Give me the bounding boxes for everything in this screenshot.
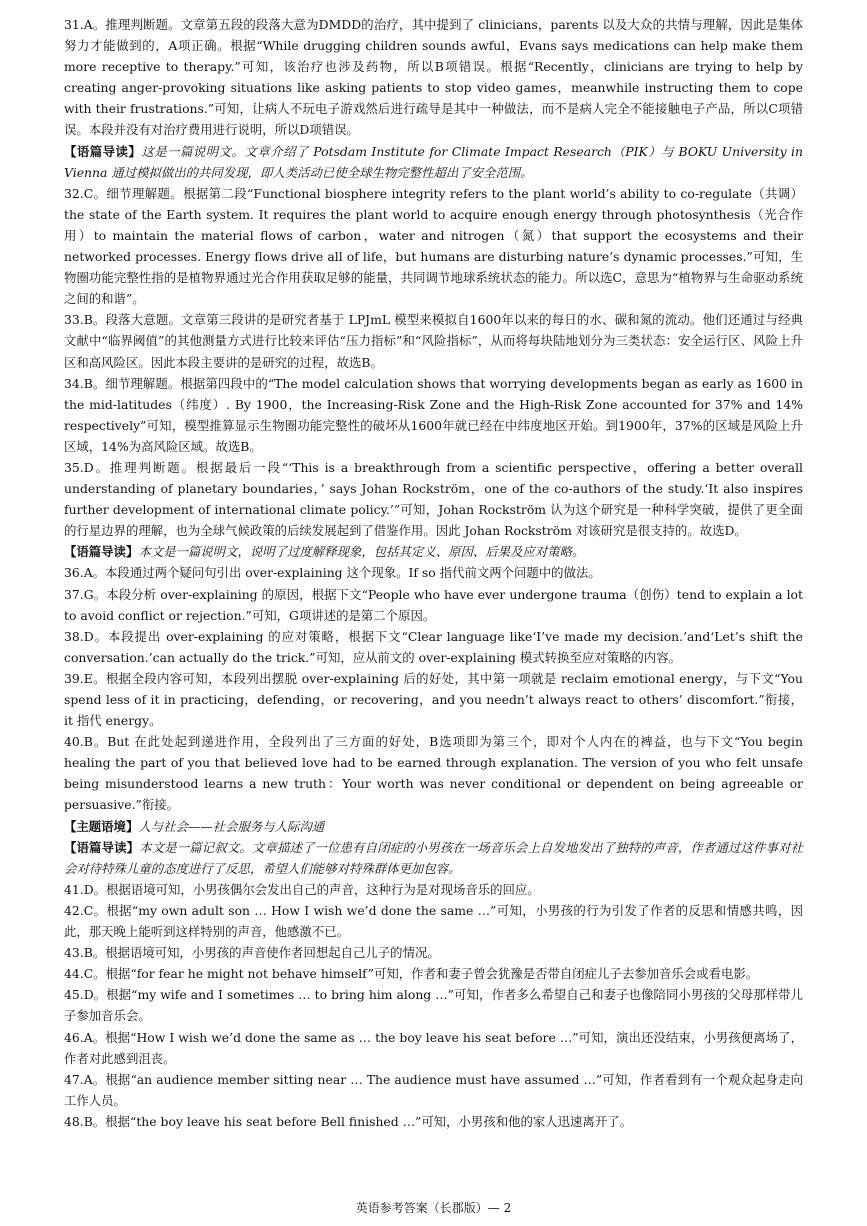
answer-item: 43.B。根据语境可知，小男孩的声音使作者回想起自己儿子的情况。: [64, 945, 440, 961]
answer-item: 45.D。根据“my wife and I sometimes … to bring him along …”可知，作者多么希望自己和妻子也像陪同小男孩的父母那样带儿子参加音乐会。: [64, 987, 803, 1024]
answer-item: 41.D。根据语境可知，小男孩偶尔会发出自己的声音，这种行为是对现场音乐的回应。: [64, 881, 540, 897]
reading-guide-note: [64, 541, 803, 562]
answer-item: 44.C。根据“for fear he might not behave himself”可知，作者和妻子曾会犹豫是否带自闭症儿子去参加音乐会或看电影。: [64, 966, 759, 982]
note-text: 本文是一篇说明文，说明了过度解释现象，包括其定义、原因、后果及应对策略。: [138, 544, 585, 560]
page-footer: 英语参考答案（长郡版）— 2: [355, 1201, 512, 1215]
answer-item: 40.B。But 在此处起到递进作用，全段列出了三方面的好处，B选项即为第三个，即对个人内在的裨益，也与下文“You begin healing the part of you that believed love had to be earned through explanation. The version of you who felt unsafe being misunderstood learns a new truth：Your worth was never conditional or dependent on being agreeable or persuasive.”衔接。: [64, 734, 803, 813]
note-tag: 【语篇导读】: [64, 544, 139, 560]
reading-guide-note: [64, 141, 803, 183]
answer-item: 33.B。段落大意题。文章第三段讲的是研究者基于 LPJmL 模型来模拟自1600年以来的每日的水、碳和氮的流动。他们还通过与经典文献中“临界阈值”的其他测量方式进行比较来评估“压力指标”和“风险指标”，从而将每块陆地划分为三类状态：安全运行区、风险上升区和高风险区。因此本段主要讲的是研究的过程，故选B。: [64, 312, 803, 370]
answer-item: 48.B。根据“the boy leave his seat before Bell finished …”可知，小男孩和他的家人迅速离开了。: [64, 1113, 632, 1129]
note-tag: 【主题语境】: [64, 818, 139, 834]
reading-guide-note: [64, 816, 803, 837]
answer-item: 47.A。根据“an audience member sitting near … The audience must have assumed …”可知，作者看到有一个观众起身走向工作人员。: [64, 1071, 803, 1108]
note-text: 人与社会——社会服务与人际沟通: [138, 818, 325, 834]
reading-guide-note: [64, 837, 803, 879]
answer-item: 42.C。根据“my own adult son … How I wish we’d done the same …”可知，小男孩的行为引发了作者的反思和情感共鸣，因此，那天晚上能听到这样特别的声音，他感激不已。: [64, 902, 803, 940]
answer-item: 37.G。本段分析 over-explaining 的原因，根据下文“People who have ever undergone trauma（创伤）tend to explain a lot to avoid conflict or rejection.”可知，G项讲述的是第二个原因。: [64, 586, 803, 623]
answer-item: 35.D。推理判断题。根据最后一段“‘This is a breakthrough from a scientific perspective，offering a better overall understanding of planetary boundaries，’ says Johan Rockström，one of the co-authors of the study.‘It also inspires further development of international climate policy.’”可知，Johan Rockström 认为这个研究是一种科学突破，提供了更全面的行星边界的理解，也为全球气候政策的后续发展起到了借鉴作用。因此 Johan Rockström 对该研究是很支持的。故选D。: [64, 459, 803, 539]
answer-item: 31.A。推理判断题。文章第五段的段落大意为DMDD的治疗，其中提到了 clinicians，parents 以及大众的共情与理解，因此是集体努力才能做到的，A项正确。根据“While drugging children sounds awful，Evans says medications can help make them more receptive to therapy.”可知，该治疗也涉及药物，所以B项错误。根据“Recently，clinicians are trying to help by creating anger-provoking situations like asking patients to stop video games，meanwhile instructing them to cope with their frustrations.”可知，让病人不玩电子游戏然后进行疏导是其中一种做法，而不是病人完全不能接触电子产品，所以C项错误。本段并没有对治疗费用进行说明，所以D项错误。: [64, 17, 803, 138]
note-tag: 【语篇导读】: [64, 143, 142, 159]
note-text: 这是一篇说明文。文章介绍了 Potsdam Institute for Climate Impact Research（PIK）与 BOKU University in Vienna 通过模拟做出的共同发现，即人类活动已使全球生物完整性超出了安全范围。: [64, 143, 803, 180]
answer-content: [64, 14, 803, 1132]
note-tag: 【语篇导读】: [64, 839, 140, 855]
answer-item: 46.A。根据“How I wish we’d done the same as … the boy leave his seat before …”可知，演出还没结束，小男孩便离场了，作者对此感到沮丧。: [64, 1029, 803, 1066]
answer-item: 36.A。本段通过两个疑问句引出 over-explaining 这个现象。If so 指代前文两个问题中的做法。: [64, 565, 601, 581]
note-text: 本文是一篇记叙文。文章描述了一位患有自闭症的小男孩在一场音乐会上自发地发出了独特的声音，作者通过这件事对社会对待特殊儿童的态度进行了反思，希望人们能够对特殊群体更加包容。: [64, 839, 804, 876]
answer-item: 32.C。细节理解题。根据第二段“Functional biosphere integrity refers to the plant world’s ability to co-regulate（共调）the state of the Earth system. It requires the plant world to acquire enough energy through photosynthesis（光合作用）to maintain the material flows of carbon，water and nitrogen（氮）that support the ecosystems and their networked processes. Energy flows drive all of life，but humans are disturbing nature’s dynamic processes.”可知，生物圈功能完整性指的是植物界通过光合作用获取足够的能量，共同调节地球系统状态的能力。所以选C，意思为“植物界与生命驱动系统之间的和谐”。: [64, 185, 803, 307]
answer-item: 39.E。根据全段内容可知，本段列出摆脱 over-explaining 后的好处，其中第一项就是 reclaim emotional energy，与下文“You spend less of it in practicing，defending，or recovering，and you needn’t always react to others’ discomfort.”衔接，it 指代 energy。: [64, 670, 803, 729]
answer-item: 38.D。本段提出 over-explaining 的应对策略，根据下文“Clear language like‘I’ve made my decision.’and‘Let’s shift the conversation.’can actually do the trick.”可知，应从前文的 over-explaining 模式转换至应对策略的内容。: [64, 628, 803, 665]
answer-item: 34.B。细节理解题。根据第四段中的“The model calculation shows that worrying developments began as early as 1600 in the mid-latitudes（纬度）. By 1900，the Increasing-Risk Zone and the High-Risk Zone accounted for 37% and 14% respectively”可知，模型推算显示生物圈功能完整性的破坏从1600年就已经在中纬度地区开始。到1900年，37%的区域是风险上升区域，14%为高风险区域。故选B。: [64, 375, 803, 454]
